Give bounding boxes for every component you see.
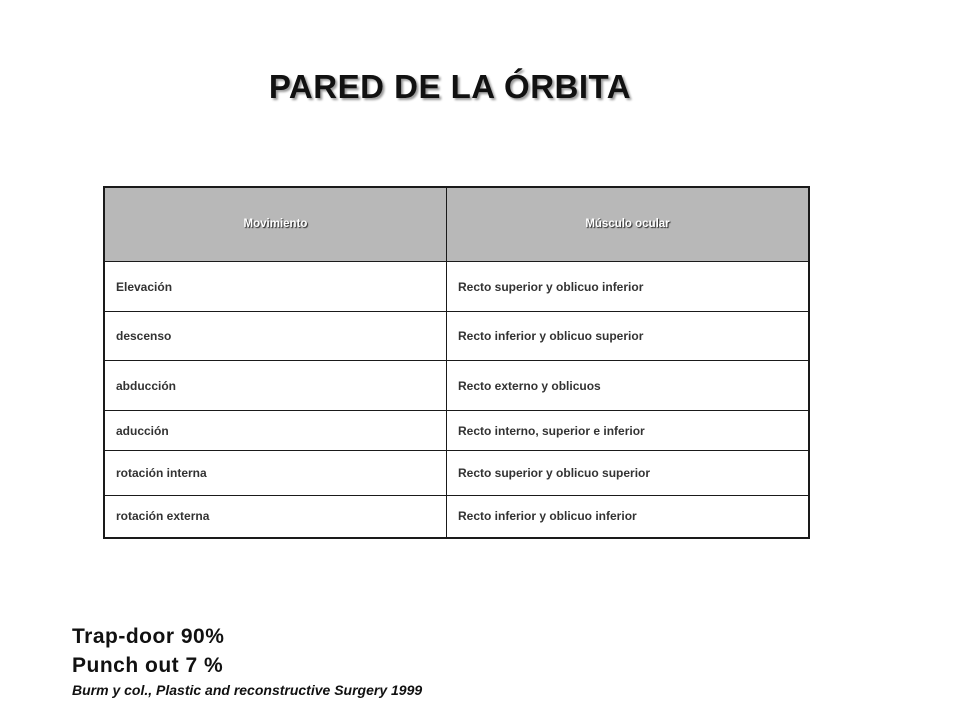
muscle-cell: Recto inferior y oblicuo superior xyxy=(447,312,810,361)
muscle-cell: Recto externo y oblicuos xyxy=(447,361,810,411)
muscle-cell: Recto interno, superior e inferior xyxy=(447,411,810,451)
table-row xyxy=(104,361,809,411)
header-musculo-ocular: Músculo ocular xyxy=(447,187,810,262)
page-title: PARED DE LA ÓRBITA xyxy=(268,68,632,105)
muscle-cell: Recto superior y oblicuo inferior xyxy=(447,262,810,312)
trap-door-note: Trap-door 90% xyxy=(72,625,225,648)
citation: Burm y col., Plastic and reconstructive Surgery 1999 xyxy=(72,682,423,698)
table-row xyxy=(104,496,809,538)
movement-cell: rotación externa xyxy=(104,496,447,538)
header-movimiento: Movimiento xyxy=(104,187,447,262)
table-row xyxy=(104,451,809,496)
punch-out-note: Punch out 7 % xyxy=(72,654,224,677)
table-row xyxy=(104,312,809,361)
movement-cell: rotación interna xyxy=(104,451,447,496)
table-row xyxy=(104,262,809,312)
eye-movement-table xyxy=(103,186,810,539)
movement-cell: abducción xyxy=(104,361,447,411)
table-header-row xyxy=(104,187,809,262)
table-row xyxy=(104,411,809,451)
movement-cell: Elevación xyxy=(104,262,447,312)
movement-cell: aducción xyxy=(104,411,447,451)
muscle-cell: Recto inferior y oblicuo inferior xyxy=(447,496,810,538)
muscle-cell: Recto superior y oblicuo superior xyxy=(447,451,810,496)
movement-cell: descenso xyxy=(104,312,447,361)
notes-block xyxy=(72,622,422,700)
